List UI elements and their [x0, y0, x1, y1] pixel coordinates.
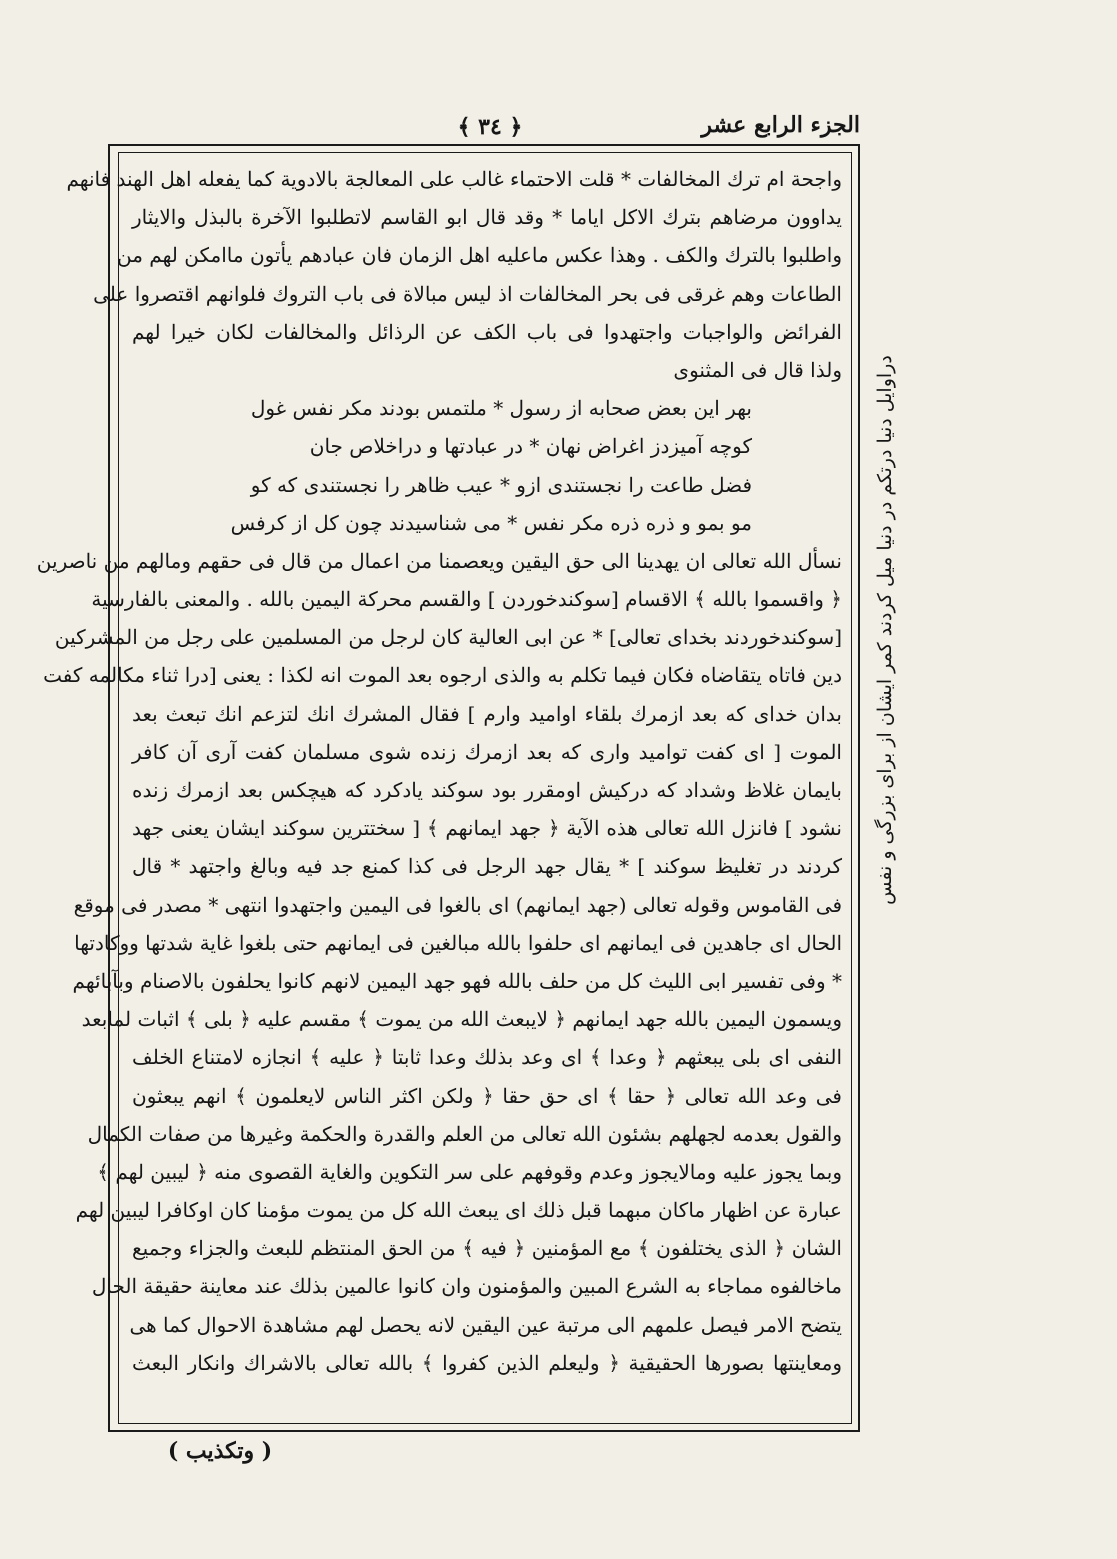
text-line: الفرائض والواجبات واجتهدوا فى باب الكف عن الرذائل والمخالفات لكان خيرا لهم [132, 319, 842, 344]
text-line: واجحة ام ترك المخالفات * قلت الاحتماء غالب على المعالجة بالادوية كما يفعله اهل الهند فانهم [66, 167, 842, 191]
page-header [120, 112, 860, 146]
text-line: ﴿ واقسموا بالله ﴾ الاقسام [سوكندخوردن ] والقسم محركة اليمين بالله . والمعنى بالفارسية [91, 587, 842, 612]
text-line: دين فاتاه يتقاضاه فكان فيما تكلم به والذى ارجوه بعد الموت انه لكذا : يعنى [درا ثناء مكالمه كفت [43, 663, 842, 688]
text-line: الحال اى جاهدين فى ايمانهم اى حلفوا بالله مبالغين فى ايمانهم حتى بلغوا غاية شدتها ووكادتها [74, 930, 842, 955]
catchword: ( وتكذيب ) [167, 1438, 273, 1464]
text-line: فى القاموس وقوله تعالى (جهد ايمانهم) اى بالغوا فى اليمين واجتهدوا انتهى * مصدر فى موقع [73, 892, 842, 917]
verse-line: فضل طاعت را نجستندى ازو * عيب ظاهر را نجستندى كه كو [250, 472, 752, 497]
text-line: ولذا قال فى المثنوى [673, 357, 842, 382]
part-label: الجزء الرابع عشر [701, 112, 860, 138]
page-number: ﴿ ٣٤ ﴾ [457, 114, 523, 140]
text-line: يتضح الامر فيصل علمهم الى مرتبة عين اليقين لانه يحصل لهم مشاهدة الاحوال كما هى [129, 1312, 842, 1337]
text-line: بدان خداى كه بعد ازمرك بلقاء اواميد وارم ] فقال المشرك انك لتزعم انك تبعث بعد [132, 701, 842, 726]
text-line: بايمان غلاظ وشداد كه دركيش اومقرر بود سوكند يادكرد كه هيچكس بعد ازمرك زنده [132, 778, 842, 802]
text-line: كردند در تغليظ سوكند ] * يقال جهد الرجل فى كذا كمنع جد فيه وبالغ واجتهد * قال [132, 854, 842, 879]
text-line: ويسمون اليمين بالله جهد ايمانهم ﴿ لايبعث الله من يموت ﴾ مقسم عليه ﴿ بلى ﴾ اثبات لمابعد [81, 1007, 842, 1032]
text-line: الشان ﴿ الذى يختلفون ﴾ مع المؤمنين ﴿ فيه ﴾ من الحق المنتظم للبعث والجزاء وجميع [132, 1236, 842, 1261]
text-line: النفى اى بلى يبعثهم ﴿ وعدا ﴾ اى وعد بذلك وعدا ثابتا ﴿ عليه ﴾ انجازه لامتناع الخلف [132, 1045, 842, 1070]
verse-line: بهر اين بعض صحابه از رسول * ملتمس بودند مكر نفس غول [250, 396, 752, 421]
text-line: * وفى تفسير ابى الليث كل من حلف بالله فهو جهد اليمين لانهم كانوا يحلفون بالاصنام وبآبائهم [72, 968, 842, 993]
text-line: واطلبوا بالترك والكف . وهذا عكس ماعليه اهل الزمان فان عبادهم يأتون ماامكن لهم من [116, 243, 842, 268]
text-line: الموت [ اى كفت تواميد وارى كه بعد ازمرك زنده شوى مسلمان كفت آرى آن كافر [132, 739, 842, 764]
text-line: عبارة عن اظهار ماكان مبهما قبل ذلك اى يبعث الله كل من يموت مؤمنا كان اوكافرا ليبين لهم [75, 1198, 842, 1223]
text-line: والقول بعدمه لجهلهم بشئون الله تعالى من العلم والقدرة والحكمة وغيرها من صفات الكمال [87, 1121, 842, 1146]
text-line: نسأل الله تعالى ان يهدينا الى حق اليقين ويعصمنا من اعمال من قال فى حقهم ومالهم من ناصرين [36, 548, 842, 573]
text-line: يداوون مرضاهم بترك الاكل اياما * وقد قال ابو القاسم لاتطلبوا الآخرة بالبذل والايثار [132, 205, 842, 230]
margin-note [866, 180, 906, 1080]
text-line: ومعاينتها بصورها الحقيقية ﴿ وليعلم الذين كفروا ﴾ بالله تعالى بالاشراك وانكار البعث [132, 1350, 842, 1375]
verse-line: مو بمو و ذره ذره مكر نفس * مى شناسيدند چون كل از كرفس [230, 510, 752, 535]
text-line: فى وعد الله تعالى ﴿ حقا ﴾ اى حق حقا ﴿ ولكن اكثر الناس لايعلمون ﴾ انهم يبعثون [132, 1083, 842, 1108]
margin-note-text: دراوايل دنيا درتكم در دنيا ميل كردند كمر ايشان از براى بزرگى و نفس [874, 355, 896, 905]
text-line: وبما يجوز عليه ومالايجوز وعدم وقوفهم على سر التكوين والغاية القصوى منه ﴿ ليبين لهم ﴾ [97, 1159, 842, 1184]
text-line: نشود ] فانزل الله تعالى هذه الآية ﴿ جهد ايمانهم ﴾ [ سختترين سوكند ايشان يعنى جهد [132, 816, 842, 841]
text-line: الطاعات وهم غرقى فى بحر المخالفات اذ ليس مبالاة فى باب التروك فلوانهم اقتصروا على [93, 281, 842, 306]
text-line: [سوكندخوردند بخداى تعالى] * عن ابى العالية كان لرجل من المسلمين على رجل من المشركين [54, 625, 842, 650]
verse-line: كوچه آميزدز اغراض نهان * در عبادتها و دراخلاص جان [309, 434, 752, 459]
body-text [36, 160, 842, 1416]
text-line: ماخالفوه مماجاء به الشرع المبين والمؤمنون وان كانوا عالمين بذلك عند معاينة حقيقة الحال [91, 1274, 842, 1299]
